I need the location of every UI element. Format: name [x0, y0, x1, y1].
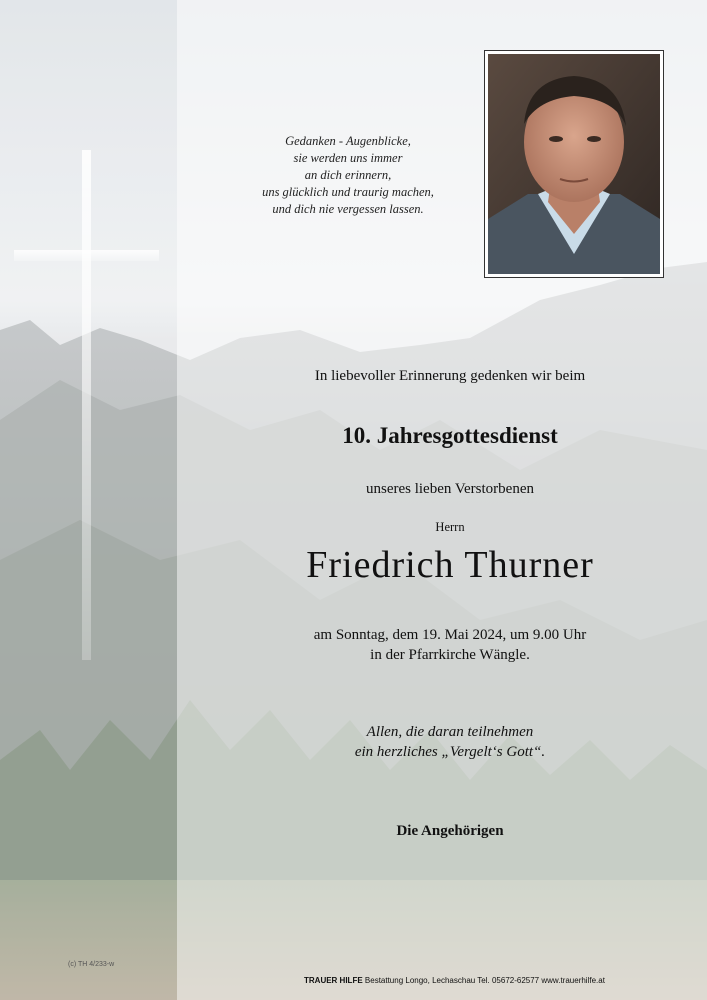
subtitle-text: unseres lieben Verstorbenen: [365, 481, 534, 497]
deceased-name: Friedrich Thurner: [306, 544, 594, 586]
footer-copyright: (c) TH 4/233-w: [68, 961, 115, 968]
thanks-line-2: ein herzliches „Vergelt‘s Gott“.: [354, 744, 546, 760]
footer-details: Bestattung Longo, Lechaschau Tel. 05672-62577 www.trauerhilfe.at: [364, 976, 605, 985]
footer-imprint: [304, 976, 605, 985]
portrait-photo: [484, 50, 664, 278]
poem-line: an dich erinnern,: [304, 168, 392, 182]
signature: Die Angehörigen: [396, 823, 504, 839]
poem-line: und dich nie vergessen lassen.: [272, 202, 424, 216]
poem-line: sie werden uns immer: [293, 151, 403, 165]
date-line: am Sonntag, dem 19. Mai 2024, um 9.00 Uhr: [313, 627, 587, 643]
poem-line: uns glücklich und traurig machen,: [262, 185, 434, 199]
cross-icon: [0, 0, 177, 700]
poem-line: Gedanken - Augenblicke,: [285, 134, 411, 148]
footer-brand: TRAUER HILFE: [304, 976, 363, 985]
salutation: Herrn: [435, 520, 465, 534]
poem: [242, 133, 454, 218]
portrait-image: [488, 54, 660, 274]
place-line: in der Pfarrkirche Wängle.: [370, 647, 530, 663]
intro-text: In liebevoller Erinnerung gedenken wir beim: [314, 368, 586, 384]
thanks-line-1: Allen, die daran teilnehmen: [366, 724, 534, 740]
event-title: 10. Jahresgottesdienst: [342, 423, 558, 448]
